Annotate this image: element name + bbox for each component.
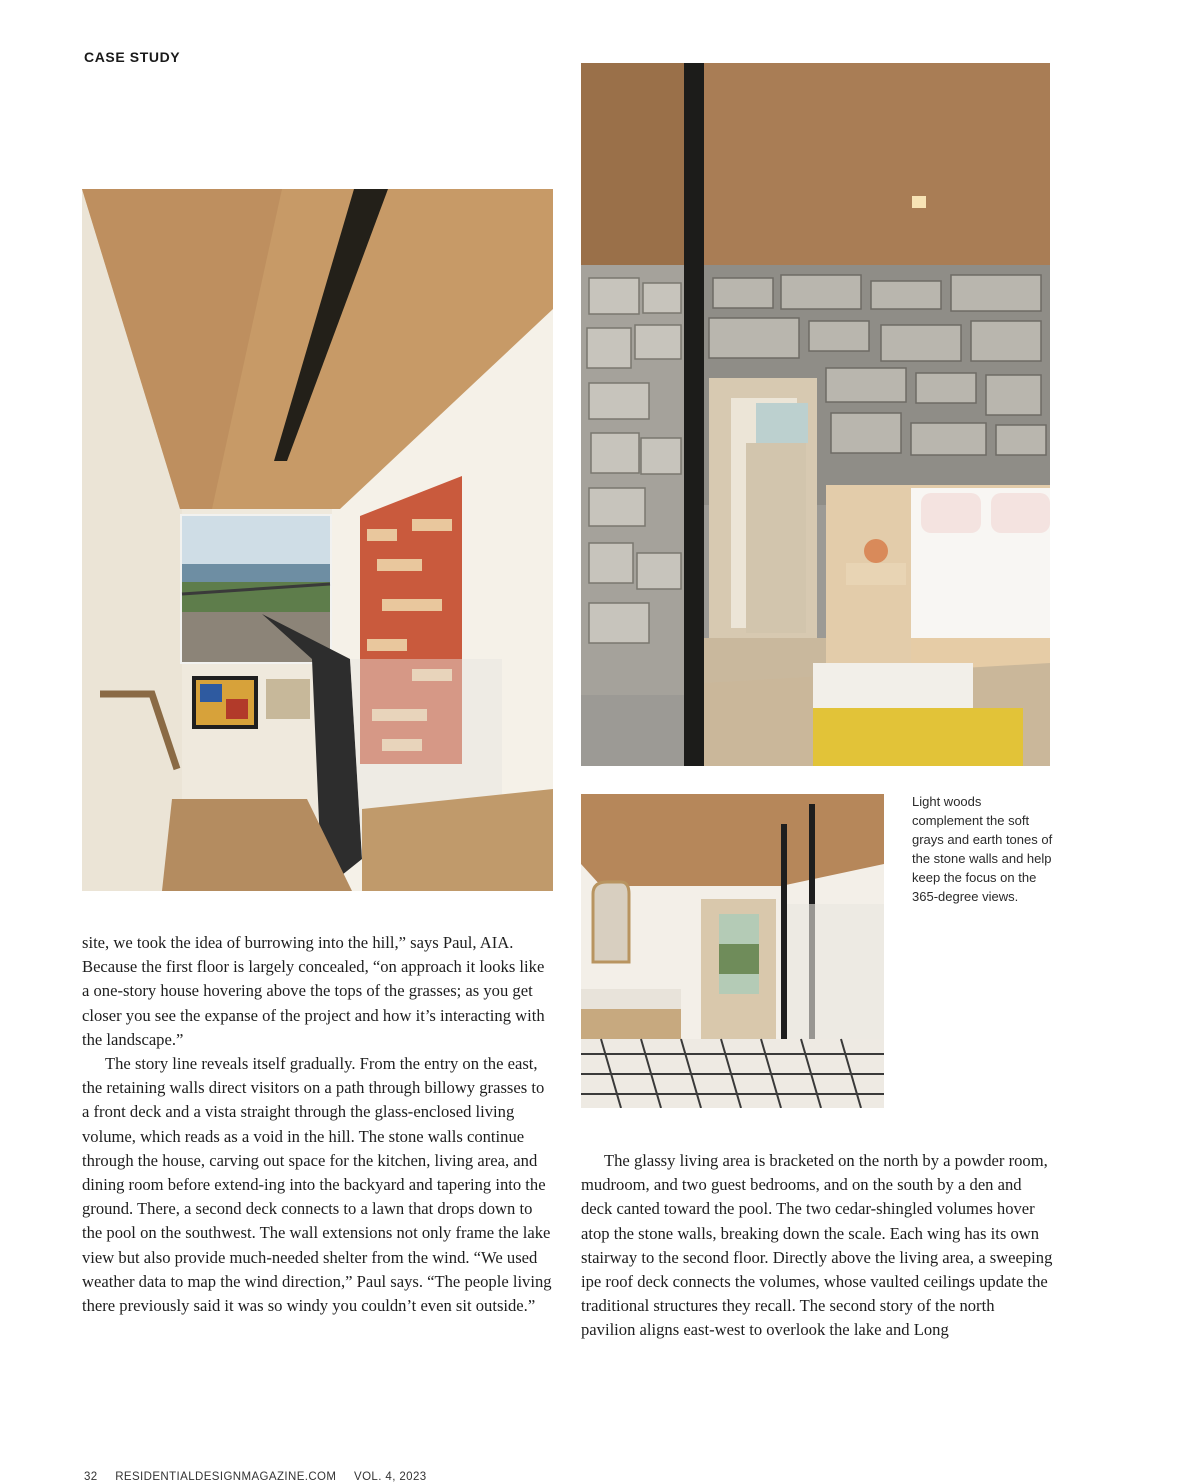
bathroom-photo xyxy=(581,794,884,1108)
body-paragraph: The story line reveals itself gradually. From the entry on the east, the retaining walls direct visitors on a path through billowy grasses to a front deck and a vista straight through the glass-enclosed living volume, which reads as a void in the hill. The stone walls continue through the house, carving out space for the kitchen, living area, and dining room before extend-ing into the backyard and tapering into the ground. There, a second deck connects to a lawn that drops down to the pool on the southwest. The wall extensions not only frame the lake view but also provide much-needed shelter from the wind. “We used weather data to map the wind direction,” Paul says. “The people living there previously said it was so windy you couldn’t even sit outside.” xyxy=(82,1054,552,1316)
stairwell-photo xyxy=(82,189,553,891)
body-paragraph: site, we took the idea of burrowing into the hill,” says Paul, AIA. Because the first floor is largely concealed, “on approach it looks like a one-story house hovering above the tops of the grasses; as you get closer you see the expanse of the project and how it’s interacting with the landscape.” xyxy=(82,933,545,1049)
page-footer xyxy=(84,1471,441,1483)
section-label: CASE STUDY xyxy=(84,49,181,65)
photo-caption: Light woods complement the soft grays and earth tones of the stone walls and help keep the focus on the 365-degree views. xyxy=(912,794,1053,904)
footer-issue: VOL. 4, 2023 xyxy=(354,1471,427,1483)
body-text-left-column xyxy=(82,931,554,1318)
body-text-right-column xyxy=(581,1149,1053,1343)
footer-site: RESIDENTIALDESIGNMAGAZINE.COM xyxy=(115,1471,337,1483)
body-paragraph: The glassy living area is bracketed on the north by a powder room, mudroom, and two guest bedrooms, and on the south by a den and deck canted toward the pool. The two cedar-shingled volumes hover atop the stone walls, breaking down the scale. Each wing has its own stairway to the second floor. Directly above the living area, a sweeping ipe roof deck connects the volumes, whose vaulted ceilings update the traditional structures they recall. The second story of the north pavilion aligns east-west to overlook the lake and Long xyxy=(581,1151,1053,1340)
bedroom-photo xyxy=(581,63,1050,766)
page-number: 32 xyxy=(84,1471,98,1483)
